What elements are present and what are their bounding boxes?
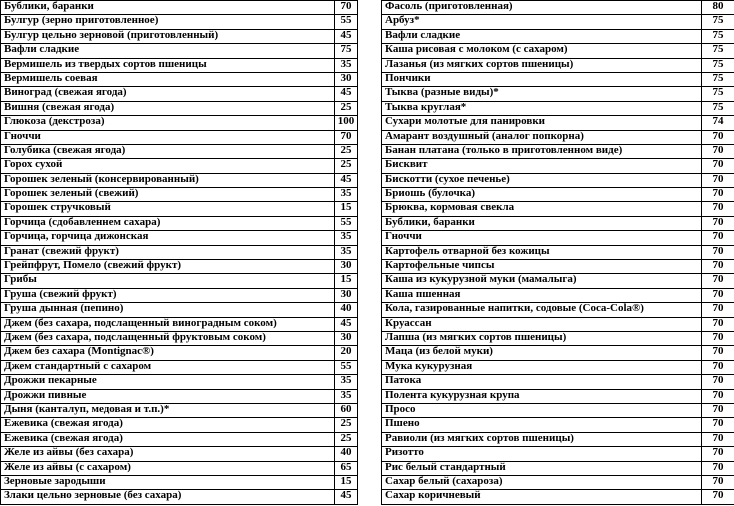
food-name-cell: Дыня (канталуп, медовая и т.п.)* bbox=[1, 403, 335, 417]
food-name-cell: Полента кукурузная крупа bbox=[382, 389, 702, 403]
food-name-cell: Дрожжи пекарные bbox=[1, 375, 335, 389]
food-name-cell: Горчица (сдобавленнем сахара) bbox=[1, 216, 335, 230]
food-name-cell: Пшено bbox=[382, 418, 702, 432]
table-row bbox=[382, 375, 734, 389]
food-name-cell: Горошек стручковый bbox=[1, 202, 335, 216]
food-name-cell: Горошек зеленый (свежий) bbox=[1, 188, 335, 202]
glycemic-index-cell: 70 bbox=[702, 389, 734, 403]
table-row bbox=[1, 29, 358, 43]
table-row bbox=[382, 188, 734, 202]
food-name-cell: Фасоль (приготовленная) bbox=[382, 1, 702, 15]
table-row bbox=[382, 87, 734, 101]
table-row bbox=[1, 159, 358, 173]
food-name-cell: Гранат (свежий фрукт) bbox=[1, 245, 335, 259]
food-name-cell: Амарант воздушный (аналог попкорна) bbox=[382, 130, 702, 144]
glycemic-index-cell: 75 bbox=[702, 101, 734, 115]
glycemic-index-cell: 70 bbox=[702, 317, 734, 331]
table-row bbox=[382, 260, 734, 274]
glycemic-index-cell: 40 bbox=[335, 447, 358, 461]
glycemic-index-cell: 75 bbox=[702, 15, 734, 29]
glycemic-index-cell: 15 bbox=[335, 202, 358, 216]
food-name-cell: Маца (из белой муки) bbox=[382, 346, 702, 360]
glycemic-index-cell: 70 bbox=[702, 432, 734, 446]
table-row bbox=[382, 44, 734, 58]
table-row bbox=[382, 116, 734, 130]
glycemic-index-cell: 55 bbox=[335, 15, 358, 29]
glycemic-index-cell: 74 bbox=[702, 116, 734, 130]
table-row bbox=[382, 130, 734, 144]
glycemic-index-cell: 15 bbox=[335, 475, 358, 489]
food-name-cell: Брюква, кормовая свекла bbox=[382, 202, 702, 216]
table-row bbox=[382, 144, 734, 158]
food-name-cell: Горчица, горчица дижонская bbox=[1, 231, 335, 245]
table-row bbox=[1, 130, 358, 144]
table-row bbox=[1, 432, 358, 446]
food-name-cell: Гноччи bbox=[382, 231, 702, 245]
glycemic-index-cell: 45 bbox=[335, 29, 358, 43]
table-row bbox=[1, 245, 358, 259]
food-name-cell: Горошек зеленый (консервированный) bbox=[1, 173, 335, 187]
table-row bbox=[1, 72, 358, 86]
food-name-cell: Джем (без сахара, подслащенный фруктовым соком) bbox=[1, 331, 335, 345]
table-row bbox=[1, 346, 358, 360]
glycemic-index-cell: 70 bbox=[702, 173, 734, 187]
food-name-cell: Булгур (зерно приготовленное) bbox=[1, 15, 335, 29]
table-row bbox=[1, 418, 358, 432]
glycemic-index-cell: 70 bbox=[702, 447, 734, 461]
table-row bbox=[1, 1, 358, 15]
table-row bbox=[1, 331, 358, 345]
glycemic-index-cell: 35 bbox=[335, 389, 358, 403]
glycemic-index-cell: 70 bbox=[335, 1, 358, 15]
table-row bbox=[382, 403, 734, 417]
food-name-cell: Джем (без сахара, подслащенный виноградным соком) bbox=[1, 317, 335, 331]
table-row bbox=[382, 346, 734, 360]
food-name-cell: Лазанья (из мягких сортов пшеницы) bbox=[382, 58, 702, 72]
food-name-cell: Груша дынная (пепино) bbox=[1, 303, 335, 317]
glycemic-index-cell: 70 bbox=[702, 303, 734, 317]
glycemic-index-cell: 70 bbox=[702, 231, 734, 245]
table-row bbox=[1, 202, 358, 216]
food-name-cell: Горох сухой bbox=[1, 159, 335, 173]
food-name-cell: Булгур цельно зерновой (приготовленный) bbox=[1, 29, 335, 43]
glycemic-index-cell: 25 bbox=[335, 159, 358, 173]
glycemic-index-cell: 25 bbox=[335, 101, 358, 115]
glycemic-index-cell: 75 bbox=[702, 29, 734, 43]
food-name-cell: Бублики, баранки bbox=[1, 1, 335, 15]
glycemic-index-cell: 70 bbox=[702, 346, 734, 360]
food-name-cell: Сахар белый (сахароза) bbox=[382, 475, 702, 489]
food-name-cell: Просо bbox=[382, 403, 702, 417]
table-row bbox=[1, 375, 358, 389]
glycemic-index-cell: 70 bbox=[702, 188, 734, 202]
food-name-cell: Рис белый стандартный bbox=[382, 461, 702, 475]
table-row bbox=[1, 231, 358, 245]
table-row bbox=[382, 202, 734, 216]
table-row bbox=[1, 15, 358, 29]
table-row bbox=[1, 173, 358, 187]
table-row bbox=[382, 173, 734, 187]
table-row bbox=[1, 144, 358, 158]
table-row bbox=[1, 44, 358, 58]
glycemic-index-cell: 70 bbox=[702, 461, 734, 475]
glycemic-index-cell: 70 bbox=[702, 475, 734, 489]
table-row bbox=[382, 15, 734, 29]
glycemic-index-cell: 70 bbox=[702, 331, 734, 345]
table-row bbox=[382, 159, 734, 173]
food-name-cell: Глюкоза (декстроза) bbox=[1, 116, 335, 130]
glycemic-index-cell: 30 bbox=[335, 331, 358, 345]
table-row bbox=[382, 490, 734, 504]
glycemic-index-cell: 70 bbox=[702, 274, 734, 288]
food-name-cell: Ежевика (свежая ягода) bbox=[1, 432, 335, 446]
table-row bbox=[1, 447, 358, 461]
table-row bbox=[1, 274, 358, 288]
glycemic-index-cell: 65 bbox=[335, 461, 358, 475]
table-row bbox=[382, 1, 734, 15]
food-name-cell: Злаки цельно зерновые (без сахара) bbox=[1, 490, 335, 504]
food-name-cell: Грибы bbox=[1, 274, 335, 288]
food-name-cell: Ежевика (свежая ягода) bbox=[1, 418, 335, 432]
glycemic-index-cell: 30 bbox=[335, 288, 358, 302]
food-name-cell: Сахар коричневый bbox=[382, 490, 702, 504]
table-row bbox=[382, 288, 734, 302]
glycemic-index-cell: 70 bbox=[702, 403, 734, 417]
food-name-cell: Голубика (свежая ягода) bbox=[1, 144, 335, 158]
glycemic-index-cell: 60 bbox=[335, 403, 358, 417]
table-row bbox=[1, 188, 358, 202]
food-name-cell: Каша из кукурузной муки (мамалыга) bbox=[382, 274, 702, 288]
table-row bbox=[1, 303, 358, 317]
table-row bbox=[382, 245, 734, 259]
table-row bbox=[382, 317, 734, 331]
table-row bbox=[382, 461, 734, 475]
glycemic-index-cell: 75 bbox=[702, 72, 734, 86]
food-name-cell: Вафли сладкие bbox=[382, 29, 702, 43]
table-row bbox=[1, 461, 358, 475]
table-row bbox=[382, 216, 734, 230]
glycemic-index-cell: 70 bbox=[702, 360, 734, 374]
food-name-cell: Гноччи bbox=[1, 130, 335, 144]
table-row bbox=[1, 116, 358, 130]
table-row bbox=[382, 418, 734, 432]
table-row bbox=[1, 475, 358, 489]
glycemic-index-cell: 75 bbox=[702, 44, 734, 58]
glycemic-index-cell: 45 bbox=[335, 173, 358, 187]
food-name-cell: Мука кукурузная bbox=[382, 360, 702, 374]
food-name-cell: Джем стандартный с сахаром bbox=[1, 360, 335, 374]
glycemic-index-cell: 25 bbox=[335, 432, 358, 446]
table-row bbox=[1, 288, 358, 302]
table-row bbox=[382, 475, 734, 489]
food-name-cell: Картофельные чипсы bbox=[382, 260, 702, 274]
food-name-cell: Тыква (разные виды)* bbox=[382, 87, 702, 101]
food-name-cell: Грейпфрут, Помело (свежий фрукт) bbox=[1, 260, 335, 274]
glycemic-index-cell: 70 bbox=[702, 202, 734, 216]
glycemic-index-cell: 70 bbox=[702, 216, 734, 230]
food-name-cell: Виноград (свежая ягода) bbox=[1, 87, 335, 101]
glycemic-index-cell: 70 bbox=[702, 288, 734, 302]
glycemic-index-cell: 70 bbox=[702, 375, 734, 389]
food-name-cell: Бублики, баранки bbox=[382, 216, 702, 230]
glycemic-index-cell: 55 bbox=[335, 360, 358, 374]
food-name-cell: Желе из айвы (без сахара) bbox=[1, 447, 335, 461]
glycemic-index-cell: 70 bbox=[335, 130, 358, 144]
glycemic-index-cell: 35 bbox=[335, 188, 358, 202]
left-food-table bbox=[0, 0, 358, 505]
table-row bbox=[382, 29, 734, 43]
food-name-cell: Пончики bbox=[382, 72, 702, 86]
table-row bbox=[1, 260, 358, 274]
food-name-cell: Арбуз* bbox=[382, 15, 702, 29]
food-name-cell: Патока bbox=[382, 375, 702, 389]
food-name-cell: Вермишель из твердых сортов пшеницы bbox=[1, 58, 335, 72]
table-row bbox=[382, 432, 734, 446]
table-row bbox=[382, 303, 734, 317]
glycemic-index-cell: 70 bbox=[702, 159, 734, 173]
glycemic-index-cell: 25 bbox=[335, 418, 358, 432]
food-name-cell: Кола, газированные напитки, содовые (Coca-Cola®) bbox=[382, 303, 702, 317]
glycemic-index-cell: 45 bbox=[335, 87, 358, 101]
table-row bbox=[1, 490, 358, 504]
glycemic-index-cell: 45 bbox=[335, 317, 358, 331]
table-row bbox=[382, 389, 734, 403]
glycemic-index-cell: 75 bbox=[702, 58, 734, 72]
food-name-cell: Ризотто bbox=[382, 447, 702, 461]
food-name-cell: Равиоли (из мягких сортов пшеницы) bbox=[382, 432, 702, 446]
glycemic-index-cell: 70 bbox=[702, 130, 734, 144]
food-name-cell: Каша рисовая с молоком (с сахаром) bbox=[382, 44, 702, 58]
food-name-cell: Дрожжи пивные bbox=[1, 389, 335, 403]
table-row bbox=[1, 360, 358, 374]
food-name-cell: Тыква круглая* bbox=[382, 101, 702, 115]
glycemic-index-cell: 35 bbox=[335, 245, 358, 259]
food-name-cell: Бискотти (сухое печенье) bbox=[382, 173, 702, 187]
table-row bbox=[382, 101, 734, 115]
food-name-cell: Груша (свежий фрукт) bbox=[1, 288, 335, 302]
glycemic-index-cell: 30 bbox=[335, 260, 358, 274]
table-row bbox=[382, 58, 734, 72]
food-name-cell: Бисквит bbox=[382, 159, 702, 173]
glycemic-index-cell: 25 bbox=[335, 144, 358, 158]
table-row bbox=[382, 360, 734, 374]
table-row bbox=[1, 216, 358, 230]
glycemic-index-cell: 75 bbox=[335, 44, 358, 58]
food-name-cell: Бриошь (булочка) bbox=[382, 188, 702, 202]
table-row bbox=[382, 72, 734, 86]
table-row bbox=[1, 389, 358, 403]
glycemic-index-cell: 75 bbox=[702, 87, 734, 101]
food-name-cell: Банан платана (только в приготовленном виде) bbox=[382, 144, 702, 158]
glycemic-index-cell: 80 bbox=[702, 1, 734, 15]
food-name-cell: Вишня (свежая ягода) bbox=[1, 101, 335, 115]
table-row bbox=[1, 317, 358, 331]
table-row bbox=[382, 447, 734, 461]
table-row bbox=[1, 58, 358, 72]
glycemic-index-cell: 15 bbox=[335, 274, 358, 288]
glycemic-index-cell: 55 bbox=[335, 216, 358, 230]
table-row bbox=[382, 231, 734, 245]
food-name-cell: Лапша (из мягких сортов пшеницы) bbox=[382, 331, 702, 345]
glycemic-index-cell: 70 bbox=[702, 245, 734, 259]
glycemic-index-cell: 35 bbox=[335, 375, 358, 389]
food-name-cell: Джем без сахара (Montignac®) bbox=[1, 346, 335, 360]
food-name-cell: Сухари молотые для панировки bbox=[382, 116, 702, 130]
glycemic-index-cell: 30 bbox=[335, 72, 358, 86]
glycemic-index-cell: 45 bbox=[335, 490, 358, 504]
table-row bbox=[382, 274, 734, 288]
glycemic-index-cell: 20 bbox=[335, 346, 358, 360]
food-name-cell: Желе из айвы (с сахаром) bbox=[1, 461, 335, 475]
glycemic-index-cell: 70 bbox=[702, 144, 734, 158]
glycemic-index-cell: 35 bbox=[335, 231, 358, 245]
glycemic-index-cell: 100 bbox=[335, 116, 358, 130]
glycemic-index-cell: 70 bbox=[702, 490, 734, 504]
table-row bbox=[1, 87, 358, 101]
right-food-table bbox=[381, 0, 734, 505]
food-name-cell: Вафли сладкие bbox=[1, 44, 335, 58]
food-name-cell: Каша пшенная bbox=[382, 288, 702, 302]
table-row bbox=[1, 101, 358, 115]
table-row bbox=[382, 331, 734, 345]
glycemic-index-cell: 40 bbox=[335, 303, 358, 317]
table-row bbox=[1, 403, 358, 417]
food-name-cell: Вермишель соевая bbox=[1, 72, 335, 86]
food-name-cell: Круассан bbox=[382, 317, 702, 331]
food-name-cell: Картофель отварной без кожицы bbox=[382, 245, 702, 259]
glycemic-index-cell: 70 bbox=[702, 260, 734, 274]
glycemic-index-cell: 70 bbox=[702, 418, 734, 432]
food-name-cell: Зерновые зародыши bbox=[1, 475, 335, 489]
glycemic-index-cell: 35 bbox=[335, 58, 358, 72]
